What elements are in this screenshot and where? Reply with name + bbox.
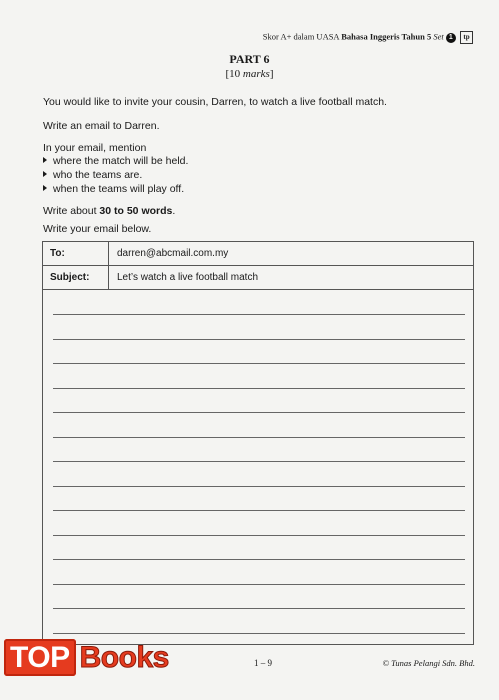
subject-row	[43, 266, 473, 290]
page-header	[263, 31, 473, 44]
write-below-text: Write your email below.	[43, 223, 152, 235]
book-title: Skor A+ dalam UASA	[262, 31, 340, 42]
bullet-triangle-icon	[43, 185, 47, 191]
task-text: Write an email to Darren.	[43, 120, 160, 132]
email-form-box	[42, 241, 474, 645]
writing-line	[53, 314, 465, 315]
writing-line	[53, 633, 465, 634]
publisher-logo-icon: tp	[460, 31, 473, 44]
column-divider	[108, 242, 109, 265]
bullet-triangle-icon	[43, 171, 47, 177]
word-count-text: Write about 30 to 50 words.	[43, 205, 176, 217]
bullet-item: where the match will be held.	[43, 155, 188, 167]
copyright-text: © Tunas Pelangi Sdn. Bhd.	[382, 658, 475, 668]
to-row	[43, 242, 473, 266]
writing-line	[53, 535, 465, 536]
subject-label: Subject:	[50, 272, 90, 283]
writing-line	[53, 388, 465, 389]
subject-title: Bahasa Inggeris Tahun 5	[341, 31, 432, 42]
writing-line	[53, 486, 465, 487]
writing-line	[53, 437, 465, 438]
writing-line	[53, 412, 465, 413]
writing-line	[53, 461, 465, 462]
to-label: To:	[50, 248, 65, 259]
bullet-item: when the teams will play off.	[43, 183, 184, 195]
watermark-top: TOP	[4, 639, 76, 676]
writing-line	[53, 608, 465, 609]
set-number-badge: 1	[446, 33, 456, 43]
mention-text: In your email, mention	[43, 142, 147, 154]
set-label: Set	[433, 31, 444, 42]
part-title: PART 6	[229, 52, 270, 66]
watermark-logo	[4, 641, 169, 675]
bullet-triangle-icon	[43, 157, 47, 163]
to-field: darren@abcmail.com.my	[117, 248, 229, 259]
page-number: 1 – 9	[254, 658, 272, 668]
watermark-books: Books	[79, 641, 169, 674]
writing-line	[53, 559, 465, 560]
writing-line	[53, 510, 465, 511]
writing-line	[53, 584, 465, 585]
marks-label: [10 marks]	[225, 68, 274, 80]
intro-text: You would like to invite your cousin, Darren, to watch a live football match.	[43, 96, 387, 108]
subject-field: Let’s watch a live football match	[117, 272, 259, 283]
bullet-item: who the teams are.	[43, 169, 142, 181]
writing-line	[53, 339, 465, 340]
writing-line	[53, 363, 465, 364]
column-divider	[108, 266, 109, 289]
